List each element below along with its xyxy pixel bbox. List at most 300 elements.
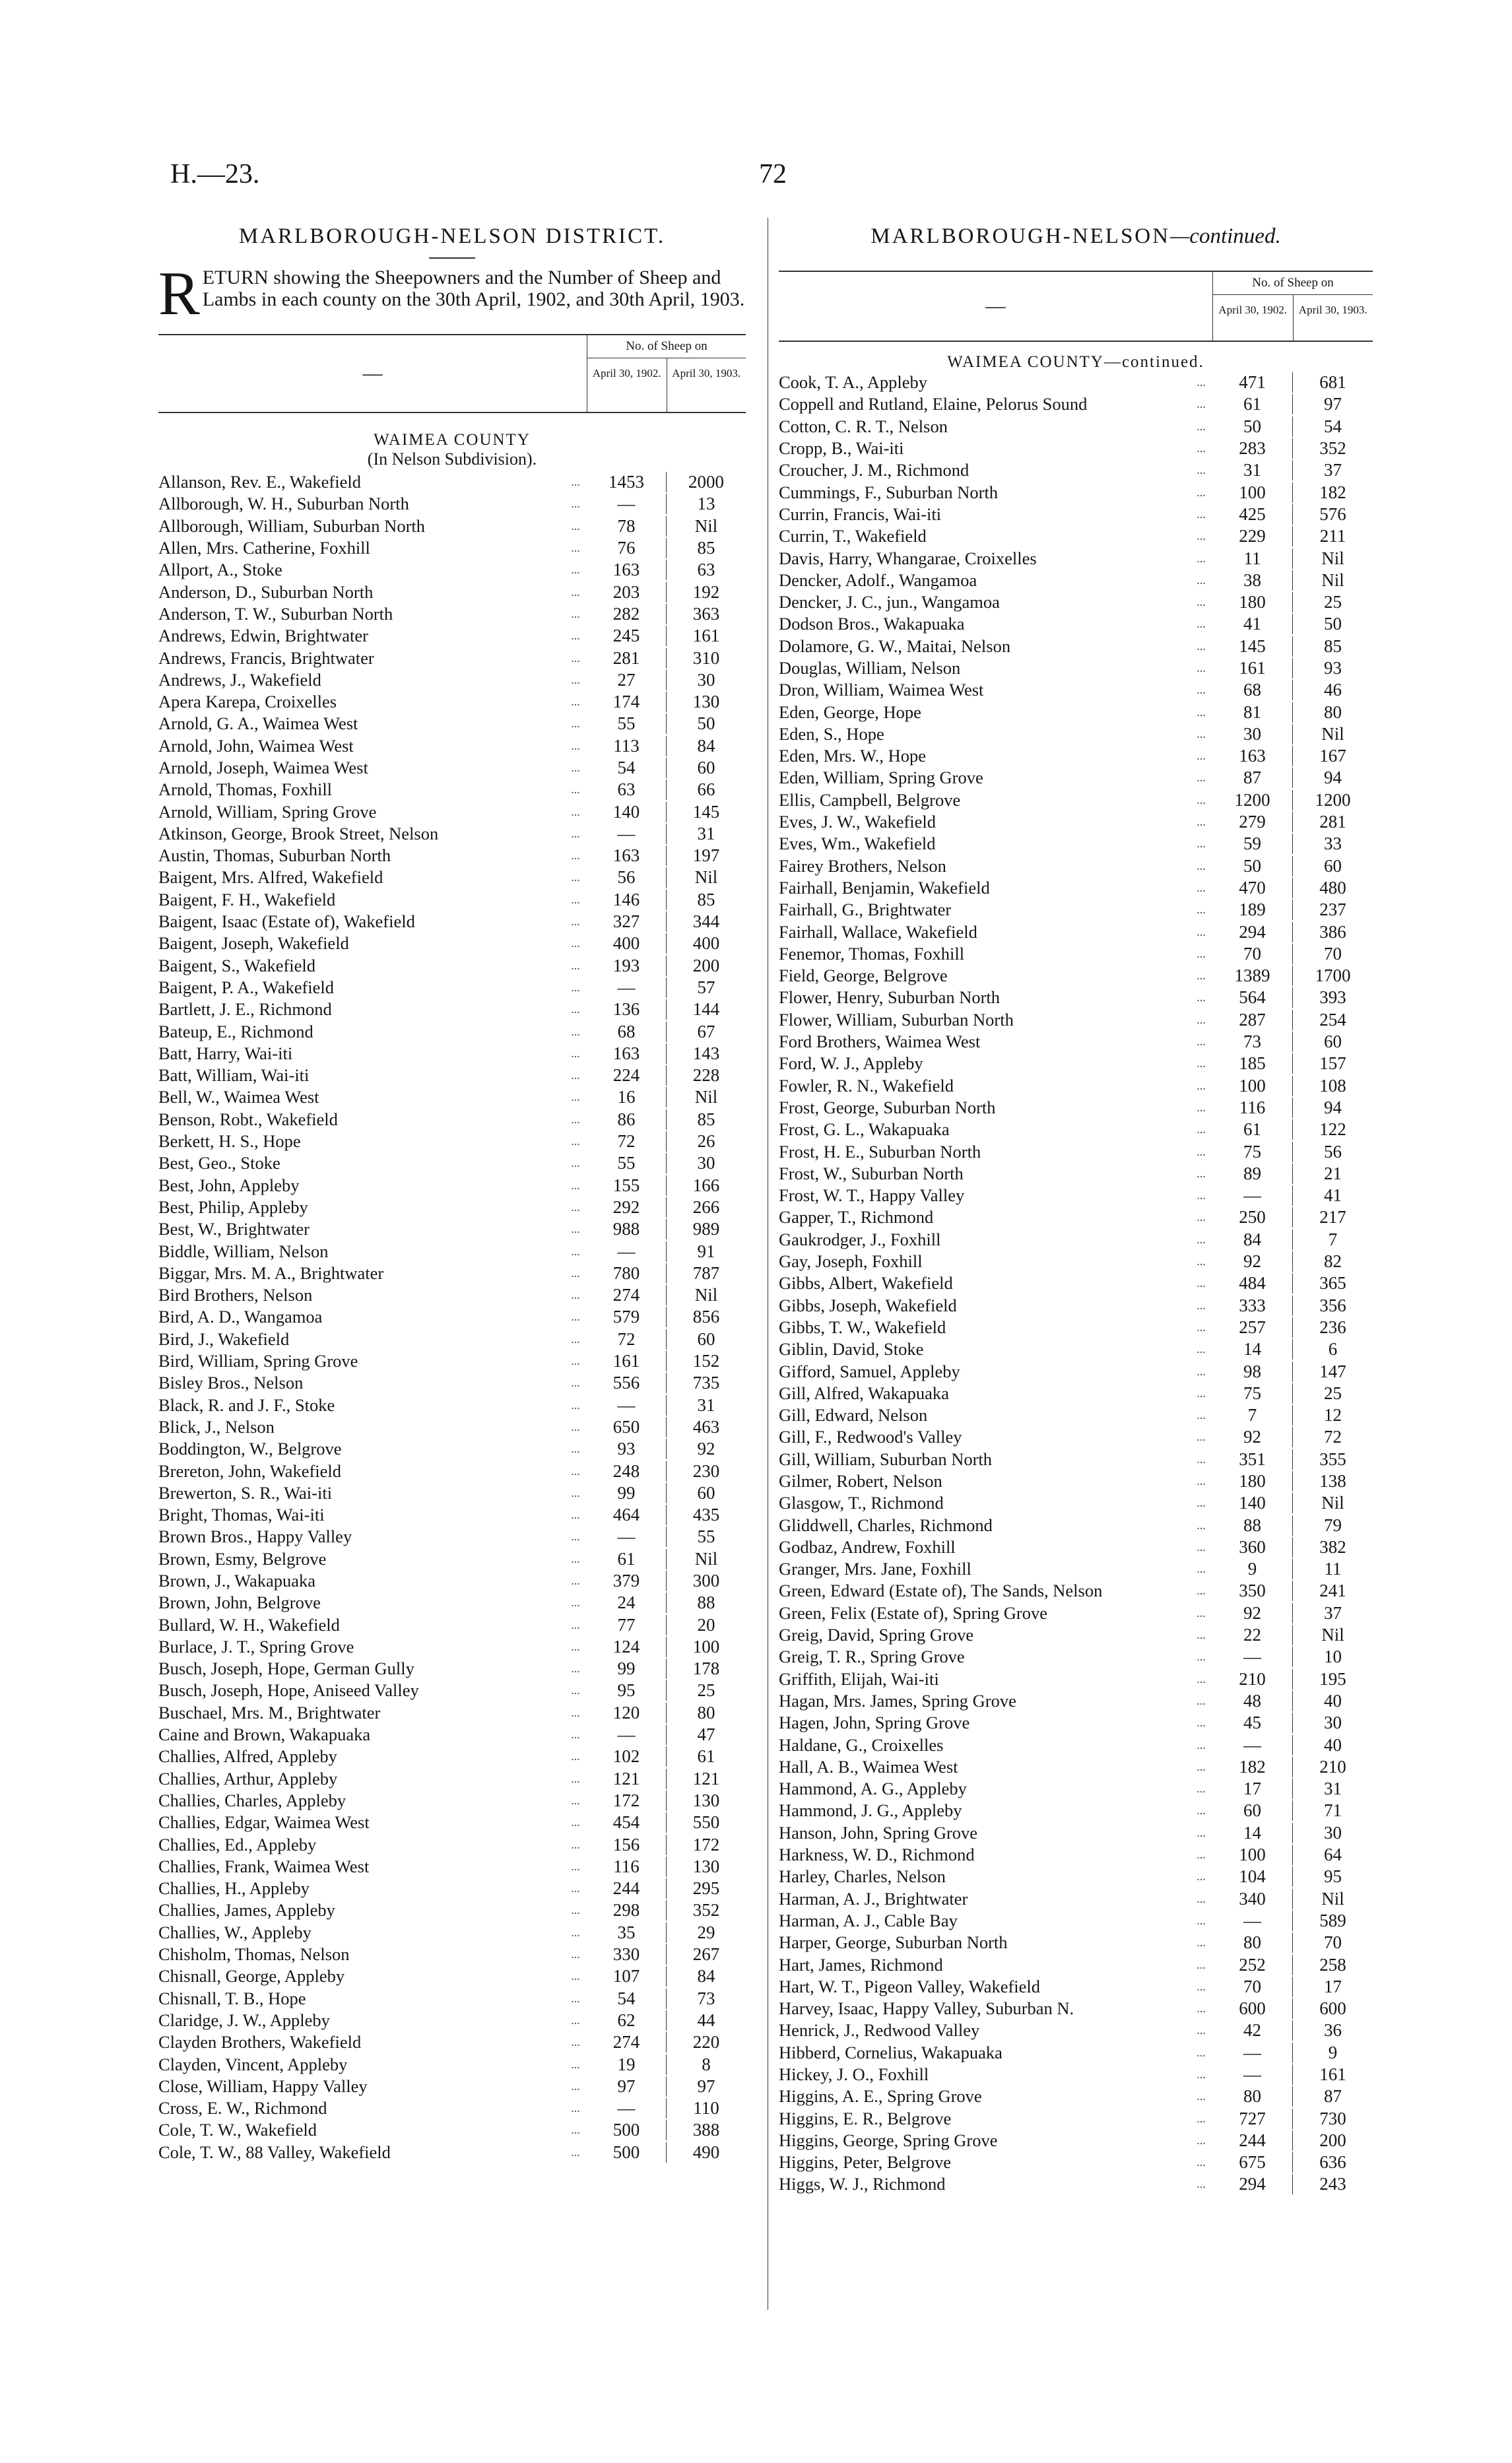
sheep-1903: 130: [666, 1856, 746, 1877]
leader-dots: ...: [571, 1882, 580, 1895]
owner-name: Cummings, F., Suburban North: [779, 482, 999, 502]
owner-name: Higgins, George, Spring Grove: [779, 2130, 998, 2150]
table-row: [158, 581, 746, 603]
sheep-1903: 50: [1292, 614, 1373, 634]
leader-dots: ...: [1197, 1804, 1206, 1818]
leader-dots: ...: [1197, 1276, 1206, 1290]
owner-name: Haldane, G., Croixelles: [779, 1734, 944, 1755]
leader-dots: ...: [571, 1266, 580, 1280]
sheep-1902: 107: [612, 1966, 640, 1987]
table-row: [158, 515, 746, 537]
table-row: [779, 1338, 1373, 1360]
owner-name: Baigent, Joseph, Wakefield: [158, 933, 349, 954]
sheep-1903: 161: [1292, 2064, 1373, 2085]
sheep-1902: 257: [1239, 1317, 1266, 1337]
owner-name: Challies, Ed., Appleby: [158, 1834, 317, 1855]
sheep-1902: 500: [612, 2142, 640, 2162]
owner-name: Busch, Joseph, Hope, German Gully: [158, 1658, 414, 1679]
sheep-1903: 352: [1292, 438, 1373, 459]
sheep-1902: 55: [617, 713, 636, 734]
leader-dots: ...: [571, 1728, 580, 1742]
owner-name: Hammond, J. G., Appleby: [779, 1800, 962, 1821]
leader-dots: ...: [1197, 397, 1206, 411]
owner-name: Currin, T., Wakefield: [779, 526, 927, 546]
return-intro: [158, 259, 746, 328]
table-row: [158, 1065, 746, 1086]
owner-name: Allborough, William, Suburban North: [158, 515, 426, 536]
table-row: [779, 1646, 1373, 1668]
owner-name: Best, John, Appleby: [158, 1175, 300, 1195]
owner-name: Gaukrodger, J., Foxhill: [779, 1229, 941, 1249]
sheep-1902: 1389: [1234, 966, 1270, 986]
sheep-1903: 344: [666, 911, 746, 932]
table-row: [779, 1668, 1373, 1690]
leader-dots: ...: [571, 1903, 580, 1917]
leader-dots: ...: [1197, 837, 1206, 851]
sheep-1902: 60: [1243, 1800, 1261, 1821]
sheep-1903: 195: [1292, 1669, 1373, 1690]
sheep-1903: 237: [1292, 900, 1373, 920]
table-row: [158, 1636, 746, 1658]
sheep-1903: 435: [666, 1505, 746, 1525]
leader-dots: ...: [1197, 376, 1206, 389]
owner-name: Gibbs, T. W., Wakefield: [779, 1317, 946, 1337]
owner-name: Best, Geo., Stoke: [158, 1153, 280, 1173]
table-row: [779, 1272, 1373, 1294]
leader-dots: ...: [571, 1793, 580, 1807]
table-row: [779, 1449, 1373, 1470]
sheep-1902: 245: [612, 626, 640, 646]
leader-dots: ...: [1197, 1738, 1206, 1752]
leader-dots: ...: [571, 915, 580, 929]
leader-dots: ...: [1197, 2068, 1206, 2081]
sheep-1902: 650: [612, 1416, 640, 1437]
sheep-1903: 55: [666, 1527, 746, 1547]
table-row: [158, 1987, 746, 2009]
sheep-1903: 1700: [1292, 966, 1373, 986]
owner-name: Fowler, R. N., Wakefield: [779, 1075, 954, 1096]
table-row: [779, 1140, 1373, 1162]
table-row: [158, 1043, 746, 1065]
sheep-1902: 9: [1247, 1559, 1257, 1579]
sheep-1903: 85: [1292, 636, 1373, 657]
owner-name: Arnold, G. A., Waimea West: [158, 713, 358, 734]
table-row: [779, 1031, 1373, 1053]
sheep-1903: 192: [666, 582, 746, 603]
table-row: [779, 679, 1373, 701]
sheep-1902: 161: [612, 1351, 640, 1371]
leader-dots: ...: [571, 2145, 580, 2159]
table-row: [158, 1856, 746, 1878]
sheep-1903: 31: [666, 824, 746, 844]
owner-name: Hart, James, Richmond: [779, 1954, 943, 1975]
leader-dots: ...: [571, 519, 580, 533]
table-row: [779, 789, 1373, 811]
leader-dots: ...: [1197, 925, 1206, 938]
sheep-1903: 67: [666, 1022, 746, 1042]
sheep-1902: 22: [1243, 1625, 1261, 1645]
leader-dots: ...: [571, 892, 580, 906]
leader-dots: ...: [1197, 2177, 1206, 2191]
leader-dots: ...: [571, 1639, 580, 1653]
leader-dots: ...: [1197, 1189, 1206, 1202]
sheep-1903: 787: [666, 1263, 746, 1284]
leader-dots: ...: [571, 1925, 580, 1939]
sheep-1902: 252: [1239, 1954, 1266, 1975]
sheep-1902: 100: [1239, 1845, 1266, 1865]
owner-name: Black, R. and J. F., Stoke: [158, 1395, 335, 1415]
owner-name: Caine and Brown, Wakapuaka: [158, 1724, 371, 1745]
owner-name: Best, Philip, Appleby: [158, 1197, 308, 1217]
table-row: [779, 1383, 1373, 1404]
sheep-1902: 41: [1243, 614, 1261, 634]
sheep-1903: 681: [1292, 372, 1373, 393]
table-row: [158, 1416, 746, 1438]
sheep-1902: —: [617, 494, 636, 514]
owner-name: Gibbs, Albert, Wakefield: [779, 1273, 953, 1294]
owner-name: Gapper, T., Richmond: [779, 1207, 934, 1228]
sheep-1903: 17: [1292, 1977, 1373, 1997]
leader-dots: ...: [571, 651, 580, 665]
sheep-1903: 85: [666, 890, 746, 910]
table-row: [158, 1812, 746, 1833]
table-row: [779, 1580, 1373, 1602]
leader-dots: ...: [1197, 1693, 1206, 1707]
leader-dots: ...: [571, 1090, 580, 1104]
table-row: [779, 591, 1373, 613]
owner-name: Harkness, W. D., Richmond: [779, 1845, 975, 1865]
sheep-1903: 60: [666, 758, 746, 778]
sheep-1903: 97: [666, 2076, 746, 2097]
sheep-1902: 88: [1243, 1515, 1261, 1535]
sheep-1902: 113: [613, 735, 640, 756]
sheep-1902: 244: [612, 1878, 640, 1899]
sheep-1903: 25: [1292, 592, 1373, 612]
table-row: [779, 393, 1373, 415]
owner-name: Baigent, Mrs. Alfred, Wakefield: [158, 867, 383, 888]
owner-name: Best, W., Brightwater: [158, 1219, 310, 1239]
sheep-1903: Nil: [1292, 1889, 1373, 1909]
sheep-1903: 130: [666, 1790, 746, 1811]
leader-dots: ...: [571, 849, 580, 863]
sheep-1902: 121: [612, 1768, 640, 1789]
table-row: [158, 1899, 746, 1921]
leader-dots: ...: [1197, 969, 1206, 983]
owner-name: Anderson, D., Suburban North: [158, 581, 374, 602]
owner-name: Davis, Harry, Whangarae, Croixelles: [779, 548, 1037, 568]
owner-name: Fairey Brothers, Nelson: [779, 855, 946, 876]
sheep-1903: 382: [1292, 1537, 1373, 1558]
table-row: [158, 1570, 746, 1592]
leader-dots: ...: [1197, 2155, 1206, 2169]
sheep-1903: 600: [1292, 1998, 1373, 2019]
owner-name: Currin, Francis, Wai-iti: [779, 504, 942, 524]
sheep-1903: 47: [666, 1724, 746, 1745]
table-row: [158, 1592, 746, 1614]
owner-name: Fairhall, Benjamin, Wakefield: [779, 877, 990, 898]
owner-name: Eves, Wm., Wakefield: [779, 834, 936, 854]
sheep-1902: 98: [1243, 1361, 1261, 1381]
sheep-1903: 91: [666, 1241, 746, 1262]
sheep-1902: 16: [617, 1087, 636, 1107]
sheep-1902: 140: [612, 801, 640, 822]
header-col-1903: April 30, 1903.: [1293, 295, 1373, 341]
leader-dots: ...: [1197, 1078, 1206, 1092]
leader-dots: ...: [1197, 529, 1206, 543]
sheep-1903: 60: [666, 1483, 746, 1503]
table-row: [779, 2173, 1373, 2195]
leader-dots: ...: [1197, 1540, 1206, 1554]
leader-dots: ...: [1197, 1474, 1206, 1488]
owner-name: Hanson, John, Spring Grove: [779, 1822, 978, 1843]
leader-dots: ...: [1197, 2002, 1206, 2016]
table-row: [158, 1329, 746, 1350]
sheep-1903: 80: [1292, 702, 1373, 723]
owner-name: Green, Edward (Estate of), The Sands, Nelson: [779, 1581, 1103, 1601]
leader-dots: ...: [1197, 683, 1206, 697]
sheep-1903: 8: [666, 2054, 746, 2075]
sheep-1902: 298: [612, 1900, 640, 1921]
sheep-1903: 82: [1292, 1251, 1373, 1272]
table-row: [779, 1206, 1373, 1228]
leader-dots: ...: [1197, 2133, 1206, 2147]
table-row: [158, 471, 746, 493]
sheep-1903: 217: [1292, 1207, 1373, 1228]
owner-name: Gliddwell, Charles, Richmond: [779, 1515, 993, 1535]
owner-name: Frost, G. L., Wakapuaka: [779, 1119, 950, 1140]
owner-name: Blick, J., Nelson: [158, 1416, 275, 1437]
owner-name: Chisholm, Thomas, Nelson: [158, 1944, 350, 1965]
table-row: [779, 416, 1373, 438]
owner-name: Dron, William, Waimea West: [779, 680, 984, 700]
leader-dots: ...: [571, 585, 580, 599]
sheep-1903: 167: [1292, 746, 1373, 766]
leader-dots: ...: [1197, 903, 1206, 917]
owner-name: Greig, T. R., Spring Grove: [779, 1647, 965, 1667]
sheep-1903: 236: [1292, 1317, 1373, 1338]
header-col-1903: April 30, 1903.: [667, 358, 746, 412]
leader-dots: ...: [571, 1046, 580, 1060]
table-row: [779, 1690, 1373, 1712]
leader-dots: ...: [1197, 991, 1206, 1004]
sheep-1902: 61: [617, 1548, 636, 1569]
table-row: [158, 1218, 746, 1240]
sheep-1903: Nil: [1292, 570, 1373, 591]
sheep-1902: —: [617, 2098, 636, 2118]
owner-name: Brown, John, Belgrove: [158, 1593, 321, 1613]
sheep-1902: 7: [1247, 1405, 1257, 1426]
table-row: [779, 636, 1373, 657]
leader-dots: ...: [571, 1816, 580, 1829]
table-row: [158, 977, 746, 999]
leader-dots: ...: [1197, 2089, 1206, 2103]
owner-name: Apera Karepa, Croixelles: [158, 692, 337, 712]
owner-name: Bird, William, Spring Grove: [158, 1351, 358, 1371]
table-row: [779, 1492, 1373, 1514]
sheep-1902: 84: [1243, 1229, 1261, 1249]
sheep-1902: —: [1243, 1734, 1261, 1755]
owner-name: Frost, H. E., Suburban North: [779, 1141, 981, 1162]
sheep-1902: 281: [612, 647, 640, 668]
sheep-1902: 116: [613, 1856, 640, 1876]
owner-name: Challies, Arthur, Appleby: [158, 1768, 338, 1789]
sheep-1903: 254: [1292, 1010, 1373, 1030]
owner-name: Hagan, Mrs. James, Spring Grove: [779, 1690, 1016, 1711]
sheep-1902: 95: [617, 1680, 636, 1701]
sheep-1902: 86: [617, 1109, 636, 1129]
owner-name: Coppell and Rutland, Elaine, Pelorus Sound: [779, 394, 1088, 414]
sheep-1902: 80: [1243, 2086, 1261, 2107]
sheep-1902: 274: [612, 1285, 640, 1305]
sheep-1902: 600: [1239, 1998, 1266, 2019]
owner-name: Burlace, J. T., Spring Grove: [158, 1636, 354, 1657]
leader-dots: ...: [571, 2057, 580, 2071]
sheep-1902: 163: [612, 560, 640, 580]
sheep-1903: 20: [666, 1615, 746, 1635]
owner-name: Dencker, J. C., jun., Wangamoa: [779, 592, 1000, 612]
sheep-1903: 2000: [666, 472, 746, 492]
sheep-1902: 97: [617, 2076, 636, 2096]
leader-dots: ...: [571, 1376, 580, 1390]
leader-dots: ...: [571, 1486, 580, 1499]
owner-name: Brown, J., Wakapuaka: [158, 1570, 316, 1591]
owner-name: Bell, W., Waimea West: [158, 1087, 319, 1107]
sheep-1903: 54: [1292, 416, 1373, 437]
sheep-1903: 989: [666, 1219, 746, 1239]
sheep-1903: 30: [1292, 1713, 1373, 1733]
owner-name: Chisnall, T. B., Hope: [158, 1988, 306, 2008]
table-row: [158, 1526, 746, 1548]
sheep-1902: 172: [612, 1790, 640, 1810]
sheep-1902: 282: [612, 603, 640, 624]
owner-name: Croucher, J. M., Richmond: [779, 460, 970, 480]
sheep-1903: 84: [666, 1966, 746, 1987]
table-row: [158, 1724, 746, 1746]
sheep-1903: 30: [666, 1153, 746, 1173]
owner-name: Anderson, T. W., Suburban North: [158, 603, 393, 624]
table-row: [779, 1866, 1373, 1888]
owner-name: Arnold, Thomas, Foxhill: [158, 779, 333, 800]
sheep-1903: Nil: [666, 516, 746, 537]
table-row: [158, 779, 746, 801]
header-caption: No. of Sheep on: [1213, 272, 1373, 295]
sheep-1902: 50: [1243, 855, 1261, 876]
table-row: [779, 1778, 1373, 1800]
sheep-1902: 76: [617, 538, 636, 558]
table-row: [779, 2130, 1373, 2151]
sheep-1902: 72: [617, 1131, 636, 1152]
owner-name: Cross, E. W., Richmond: [158, 2098, 327, 2118]
sheep-1902: —: [617, 1241, 636, 1261]
leader-dots: ...: [571, 1771, 580, 1785]
owner-name: Frost, George, Suburban North: [779, 1097, 996, 1117]
owner-name: Godbaz, Andrew, Foxhill: [779, 1536, 956, 1557]
table-row: [779, 1756, 1373, 1778]
table-row: [158, 999, 746, 1020]
leader-dots: ...: [571, 1244, 580, 1258]
table-row: [158, 1702, 746, 1724]
table-row: [158, 603, 746, 625]
table-row: [158, 1240, 746, 1262]
leader-dots: ...: [571, 607, 580, 620]
sheep-1903: 31: [1292, 1779, 1373, 1799]
owner-name: Bird, A. D., Wangamoa: [158, 1307, 323, 1327]
table-row: [158, 1658, 746, 1680]
sheep-1902: 294: [1239, 2174, 1266, 2194]
leader-dots: ...: [571, 1442, 580, 1456]
table-row: [158, 1768, 746, 1790]
sheep-1902: 155: [612, 1175, 640, 1195]
leader-dots: ...: [1197, 1144, 1206, 1158]
leader-dots: ...: [1197, 815, 1206, 829]
leader-dots: ...: [571, 2013, 580, 2027]
sheep-1902: 224: [612, 1065, 640, 1086]
table-row: [779, 547, 1373, 569]
owner-name: Bartlett, J. E., Richmond: [158, 999, 332, 1020]
owner-name: Henrick, J., Redwood Valley: [779, 2020, 980, 2041]
drop-cap: R: [158, 259, 200, 328]
sheep-1902: 163: [612, 1043, 640, 1063]
table-row: [158, 1350, 746, 1372]
sheep-1902: 11: [1243, 548, 1261, 568]
leader-dots: ...: [1197, 1650, 1206, 1664]
owner-name: Higgins, E. R., Belgrove: [779, 2108, 952, 2128]
leader-dots: ...: [571, 980, 580, 994]
sheep-1902: 93: [617, 1439, 636, 1459]
sheep-1902: 30: [1243, 723, 1261, 744]
sheep-1903: 85: [666, 1109, 746, 1130]
leader-dots: ...: [1197, 2023, 1206, 2037]
leader-dots: ...: [571, 1969, 580, 1983]
table-row: [779, 1009, 1373, 1031]
sheep-1903: 121: [666, 1769, 746, 1789]
sheep-1902: 780: [612, 1263, 640, 1283]
sheep-1902: 156: [612, 1834, 640, 1855]
left-column: [158, 224, 746, 2163]
sheep-1903: 182: [1292, 482, 1373, 503]
sheep-1903: 241: [1292, 1581, 1373, 1601]
sheep-1902: 283: [1239, 438, 1266, 459]
sheep-1903: 197: [666, 845, 746, 866]
leader-dots: ...: [1197, 1057, 1206, 1070]
sheep-1903: 576: [1292, 504, 1373, 525]
leader-dots: ...: [1197, 1870, 1206, 1884]
table-row: [779, 855, 1373, 877]
table-row: [158, 1878, 746, 1899]
sheep-1902: 556: [612, 1373, 640, 1393]
leader-dots: ...: [571, 761, 580, 774]
sheep-1902: 14: [1243, 1822, 1261, 1843]
leader-dots: ...: [1197, 551, 1206, 565]
sheep-1903: 144: [666, 999, 746, 1020]
leader-dots: ...: [571, 1464, 580, 1478]
sheep-1902: 340: [1239, 1888, 1266, 1909]
sheep-1903: 365: [1292, 1273, 1373, 1294]
sheep-1902: 19: [617, 2054, 636, 2074]
sheep-1902: 68: [617, 1021, 636, 1041]
sheep-1902: 87: [1243, 768, 1261, 788]
leader-dots: ...: [571, 629, 580, 643]
table-row: [158, 2010, 746, 2031]
owner-name: Fairhall, G., Brightwater: [779, 900, 952, 920]
sheep-1902: 14: [1243, 1339, 1261, 1360]
owner-name: Brown Bros., Happy Valley: [158, 1527, 352, 1547]
owner-name: Eden, George, Hope: [779, 702, 921, 722]
leader-dots: ...: [571, 1112, 580, 1126]
leader-dots: ...: [1197, 1913, 1206, 1927]
sheep-1902: 274: [612, 2032, 640, 2052]
owner-name: Dodson Bros., Wakapuaka: [779, 614, 965, 634]
